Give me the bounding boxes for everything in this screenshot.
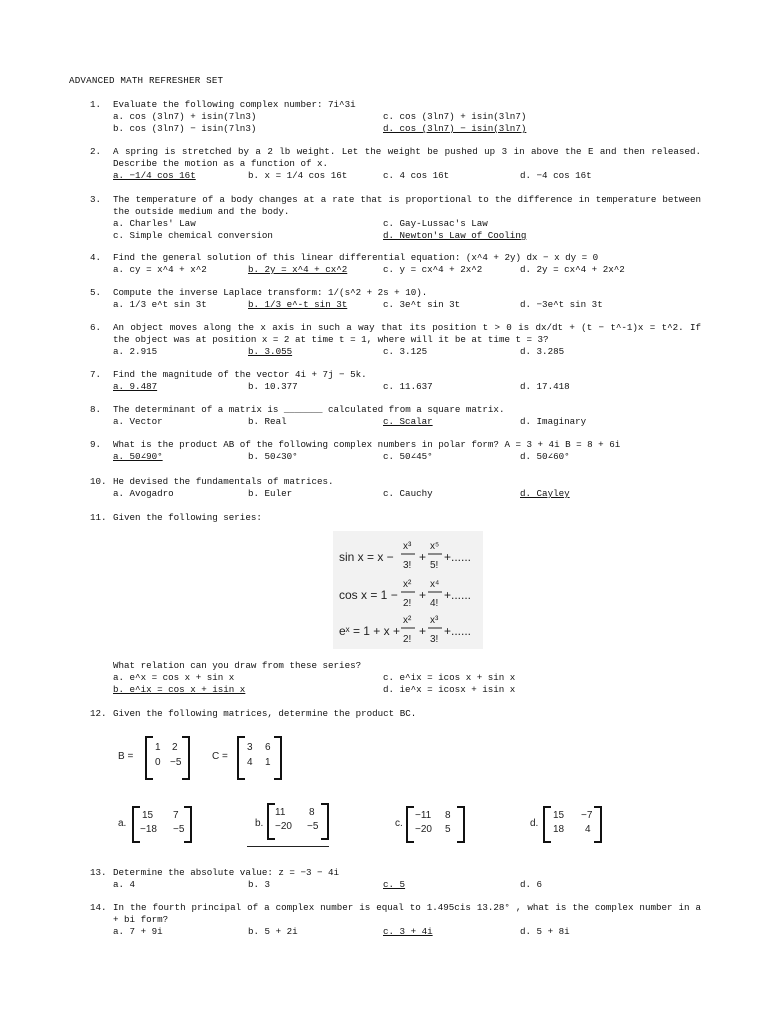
option-d-answer: d. Newton's Law of Cooling	[383, 230, 527, 241]
question-text: A spring is stretched by a 2 lb weight. Let the weight be pushed up 3 in above the E and then released. Describe the motion as a function of x.	[113, 146, 701, 169]
question-number: 6.	[90, 322, 102, 333]
question-text: What is the product AB of the following complex numbers in polar form? A = 3 + 4i B = 8 + 6i	[113, 439, 621, 450]
option-b: b. x = 1/4 cos 16t	[248, 170, 348, 181]
sin-series-lhs: sin x = x −	[339, 550, 394, 564]
option-a: a. 2.915	[113, 346, 158, 357]
option-label: d.	[530, 818, 539, 829]
question-text: Compute the inverse Laplace transform: 1/(s^2 + 2s + 10).	[113, 287, 428, 298]
option-c: c. e^ix = icos x + sin x	[383, 672, 516, 683]
option-a-matrix	[118, 806, 198, 844]
option-a: a. Charles' Law	[113, 218, 196, 229]
option-label: c.	[395, 818, 403, 829]
option-a-answer: a. 50∠90°	[113, 451, 163, 462]
left-bracket	[145, 736, 153, 780]
option-d: d. 50∠60°	[520, 451, 570, 462]
option-c-answer: c. Scalar	[383, 416, 433, 427]
option-a: a. 1/3 e^t sin 3t	[113, 299, 207, 310]
question-text: Determine the absolute value: z = −3 − 4i	[113, 867, 340, 878]
option-c-matrix	[395, 806, 475, 844]
option-b: b. 3	[248, 879, 271, 890]
option-b-answer: b. 3.055	[248, 346, 293, 357]
option-c: c. 4 cos 16t	[383, 170, 450, 181]
matrix-cell: 4	[247, 757, 253, 768]
series-formula-image	[333, 531, 483, 649]
matrix-cell: 0	[155, 757, 161, 768]
matrix-cell: 1	[155, 742, 161, 753]
question-text: Evaluate the following complex number: 7i^3i	[113, 99, 356, 110]
matrix-cell: −18	[140, 824, 157, 835]
matrix-cell: −11	[415, 810, 432, 821]
question-number: 9.	[90, 439, 102, 450]
option-a-answer: a. 9.487	[113, 381, 158, 392]
right-bracket	[184, 806, 192, 843]
sin-term2-den: 5!	[430, 560, 439, 571]
matrix-cell: 15	[553, 810, 565, 821]
option-c: c. 11.637	[383, 381, 433, 392]
matrix-c	[212, 736, 284, 780]
option-d: d. −4 cos 16t	[520, 170, 592, 181]
right-bracket	[594, 806, 602, 843]
option-a: a. 4	[113, 879, 136, 890]
question-text: The determinant of a matrix is _______ calculated from a square matrix.	[113, 404, 505, 415]
left-bracket	[267, 803, 275, 840]
option-a: a. cy = x^4 + x^2	[113, 264, 207, 275]
option-d: d. 3.285	[520, 346, 565, 357]
option-b: b. cos (3ln7) − isin(7ln3)	[113, 123, 257, 134]
sin-term1-den: 3!	[403, 560, 412, 571]
matrix-cell: 7	[173, 810, 179, 821]
matrix-cell: 1	[265, 757, 271, 768]
question-number: 13.	[90, 867, 107, 878]
option-d: d. 2y = cx^4 + 2x^2	[520, 264, 625, 275]
matrix-cell: −5	[307, 821, 319, 832]
option-b-answer: b. 2y = x^4 + cx^2	[248, 264, 348, 275]
matrix-cell: −20	[275, 821, 292, 832]
option-b-answer: b. e^ix = cos x + isin x	[113, 684, 246, 695]
question-number: 7.	[90, 369, 102, 380]
matrix-cell: 5	[445, 824, 451, 835]
question-text: The temperature of a body changes at a rate that is proportional to the difference in temperature between the outside medium and the body.	[113, 194, 701, 217]
option-b: c. Simple chemical conversion	[113, 230, 273, 241]
exp-plus: +	[419, 624, 427, 638]
option-d: d. 6	[520, 879, 543, 890]
left-bracket	[237, 736, 245, 780]
exp-term1-den: 2!	[403, 634, 412, 645]
option-c: c. cos (3ln7) + isin(3ln7)	[383, 111, 527, 122]
matrix-cell: 4	[585, 824, 591, 835]
option-c: c. Gay-Lussac's Law	[383, 218, 488, 229]
left-bracket	[406, 806, 414, 843]
question-number: 11.	[90, 512, 107, 523]
question-number: 5.	[90, 287, 102, 298]
option-d: d. 5 + 8i	[520, 926, 570, 937]
option-label: b.	[255, 818, 264, 829]
matrix-b-label: B =	[118, 751, 134, 762]
option-d: d. −3e^t sin 3t	[520, 299, 603, 310]
matrix-cell: 15	[142, 810, 154, 821]
question-number: 10.	[90, 476, 107, 487]
right-bracket	[274, 736, 282, 780]
question-number: 8.	[90, 404, 102, 415]
right-bracket	[182, 736, 190, 780]
option-b: b. 5 + 2i	[248, 926, 298, 937]
answer-underline	[247, 846, 329, 847]
option-d-matrix	[530, 806, 606, 844]
question-text: Find the magnitude of the vector 4i + 7j − 5k.	[113, 369, 367, 380]
option-c: c. Cauchy	[383, 488, 433, 499]
sin-ellipsis: +......	[444, 550, 472, 564]
matrix-cell: 8	[445, 810, 451, 821]
option-a: a. cos (3ln7) + isin(7ln3)	[113, 111, 257, 122]
matrix-cell: −5	[173, 824, 185, 835]
exp-series-lhs: eˣ = 1 + x +	[339, 624, 400, 638]
series-formula-svg	[333, 531, 483, 649]
exp-term1-num: x²	[403, 615, 412, 626]
option-a: a. Vector	[113, 416, 163, 427]
question-14	[90, 902, 702, 995]
option-d: d. ie^x = icosx + isin x	[383, 684, 516, 695]
left-bracket	[543, 806, 551, 843]
question-number: 2.	[90, 146, 102, 157]
option-d: d. 17.418	[520, 381, 570, 392]
option-d-answer: d. Cayley	[520, 488, 570, 499]
matrix-cell: −5	[170, 757, 182, 768]
option-a: a. 7 + 9i	[113, 926, 163, 937]
option-label: a.	[118, 818, 127, 829]
option-b-answer: b. 1/3 e^-t sin 3t	[248, 299, 348, 310]
q11-followup: What relation can you draw from these series?	[113, 660, 362, 671]
matrix-b	[118, 736, 188, 780]
cos-term1-num: x²	[403, 579, 412, 590]
option-c: c. 3.125	[383, 346, 428, 357]
question-text: Given the following matrices, determine the product BC.	[113, 708, 417, 719]
matrix-cell: 11	[275, 807, 286, 818]
option-c-answer: c. 3 + 4i	[383, 926, 433, 937]
sin-plus: +	[419, 550, 427, 564]
option-d-answer: d. cos (3ln7) − isin(3ln7)	[383, 123, 527, 134]
exp-ellipsis: +......	[444, 624, 472, 638]
cos-term2-num: x⁴	[430, 579, 440, 590]
page-title: ADVANCED MATH REFRESHER SET	[69, 75, 224, 86]
option-d: d. Imaginary	[520, 416, 587, 427]
question-number: 3.	[90, 194, 102, 205]
option-b: b. Euler	[248, 488, 293, 499]
matrix-cell: 6	[265, 742, 271, 753]
exp-term2-num: x³	[430, 615, 439, 626]
option-b: b. 10.377	[248, 381, 298, 392]
sin-term1-num: x³	[403, 541, 412, 552]
option-b: b. Real	[248, 416, 287, 427]
option-b: b. 50∠30°	[248, 451, 298, 462]
question-number: 4.	[90, 252, 102, 263]
matrix-cell: 8	[309, 807, 315, 818]
matrix-cell: −20	[415, 824, 432, 835]
exp-term2-den: 3!	[430, 634, 439, 645]
option-c: c. 50∠45°	[383, 451, 433, 462]
cos-ellipsis: +......	[444, 588, 472, 602]
question-text: An object moves along the x axis in such a way that its position t > 0 is dx/dt + (t − t^-1)x = t^2. If the object was at position x = 2 at time t = 1, where will it be at time t = 3?	[113, 322, 701, 345]
cos-series-lhs: cos x = 1 −	[339, 588, 398, 602]
left-bracket	[132, 806, 140, 843]
question-text: Find the general solution of this linear differential equation: (x^4 + 2y) dx − x dy = 0	[113, 252, 599, 263]
right-bracket	[457, 806, 465, 843]
cos-term2-den: 4!	[430, 598, 439, 609]
question-text: Given the following series:	[113, 512, 262, 523]
question-text: He devised the fundamentals of matrices.	[113, 476, 334, 487]
option-b-matrix-answer	[255, 803, 335, 847]
cos-plus: +	[419, 588, 427, 602]
option-a: a. e^x = cos x + sin x	[113, 672, 235, 683]
question-number: 12.	[90, 708, 107, 719]
option-c-answer: c. 5	[383, 879, 406, 890]
question-number: 1.	[90, 99, 102, 110]
matrix-cell: 3	[247, 742, 253, 753]
matrix-cell: 18	[553, 824, 565, 835]
cos-term1-den: 2!	[403, 598, 412, 609]
matrix-cell: −7	[581, 810, 593, 821]
option-c: c. 3e^t sin 3t	[383, 299, 461, 310]
right-bracket	[321, 803, 329, 840]
matrix-cell: 2	[172, 742, 178, 753]
option-a-answer: a. −1/4 cos 16t	[113, 170, 196, 181]
question-number: 14.	[90, 902, 107, 913]
sin-term2-num: x⁵	[430, 541, 440, 552]
question-text: In the fourth principal of a complex number is equal to 1.495cis 13.28° , what is the complex number in a + bi form?	[113, 902, 701, 925]
option-c: c. y = cx^4 + 2x^2	[383, 264, 483, 275]
matrix-c-label: C =	[212, 751, 228, 762]
option-a: a. Avogadro	[113, 488, 174, 499]
